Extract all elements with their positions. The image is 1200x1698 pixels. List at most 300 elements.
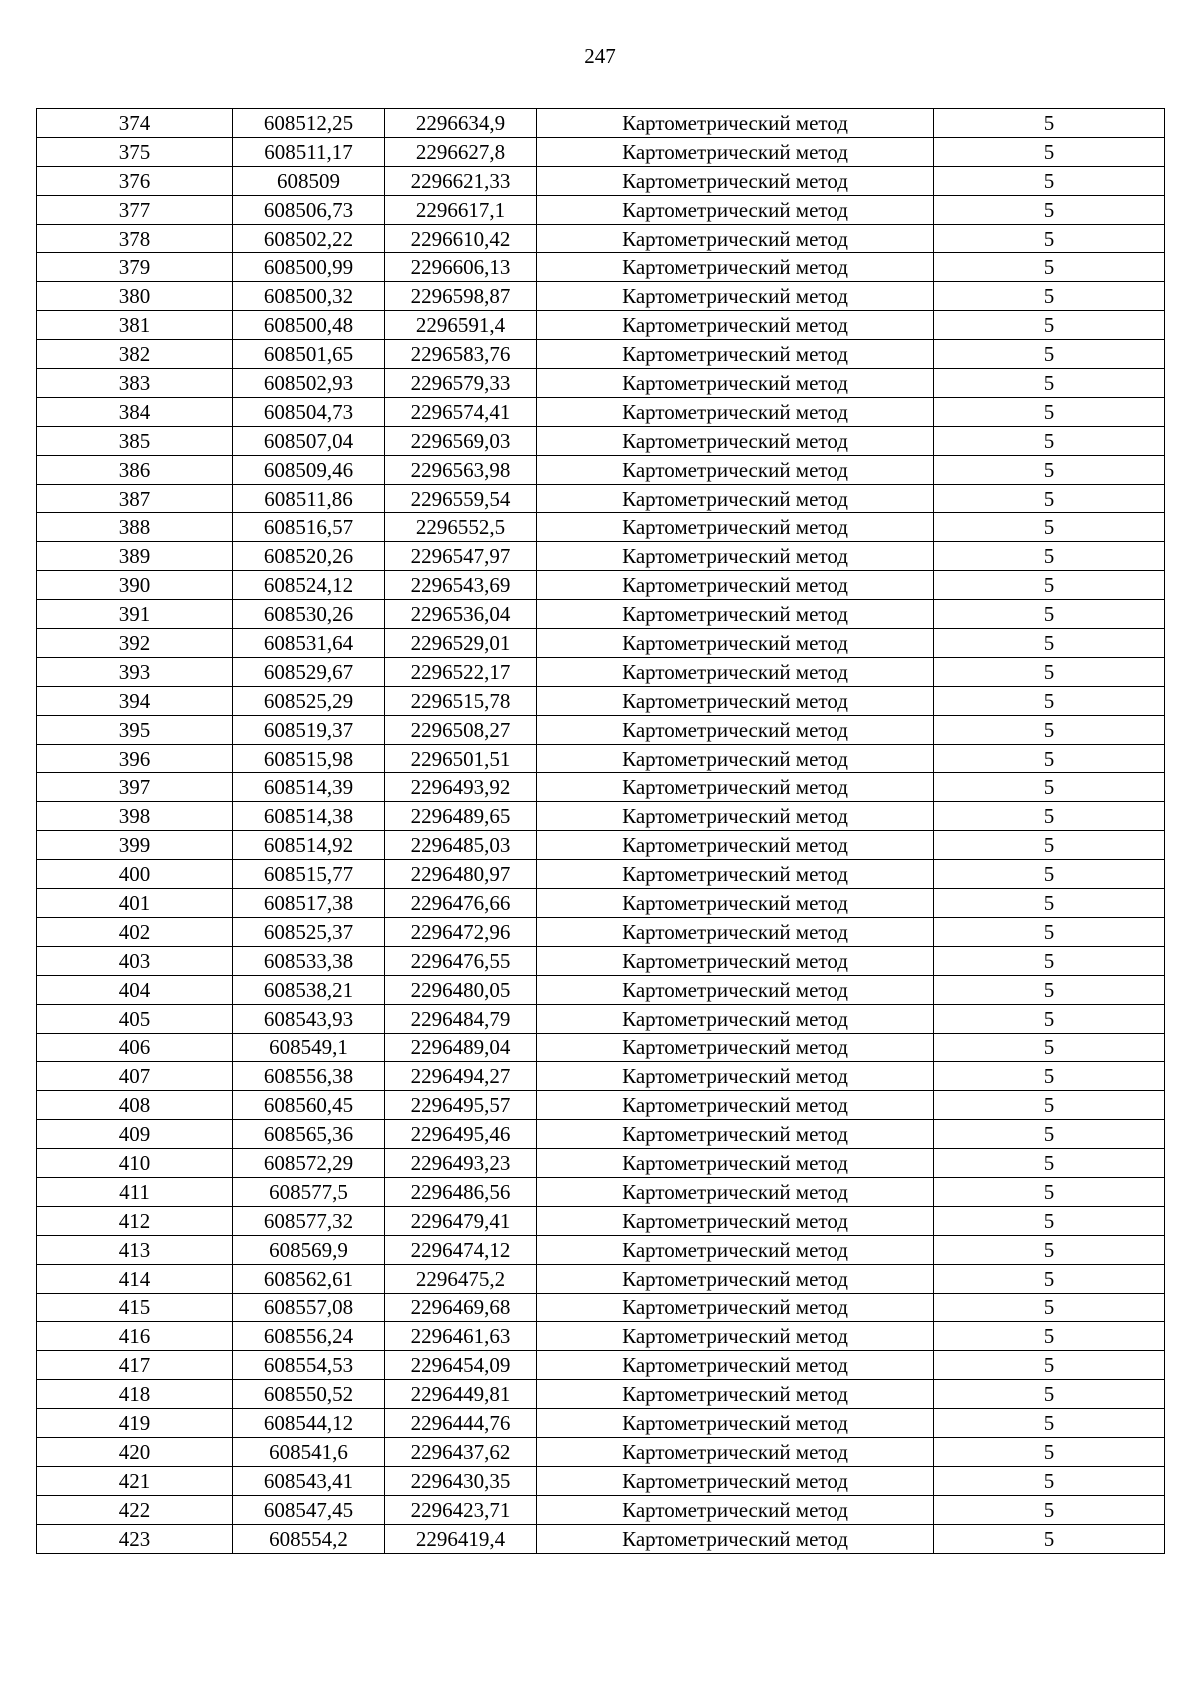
x-coordinate-cell: 608519,37 — [233, 715, 385, 744]
table-row — [37, 1264, 1165, 1293]
table-row — [37, 1120, 1165, 1149]
point-number-cell: 401 — [37, 889, 233, 918]
method-cell: Картометрический метод — [537, 860, 934, 889]
accuracy-cell: 5 — [934, 917, 1165, 946]
table-row — [37, 889, 1165, 918]
method-cell: Картометрический метод — [537, 1409, 934, 1438]
table-row — [37, 744, 1165, 773]
x-coordinate-cell: 608500,99 — [233, 253, 385, 282]
y-coordinate-cell: 2296621,33 — [385, 166, 537, 195]
x-coordinate-cell: 608509,46 — [233, 455, 385, 484]
y-coordinate-cell: 2296430,35 — [385, 1466, 537, 1495]
y-coordinate-cell: 2296494,27 — [385, 1062, 537, 1091]
accuracy-cell: 5 — [934, 1120, 1165, 1149]
accuracy-cell: 5 — [934, 542, 1165, 571]
accuracy-cell: 5 — [934, 1264, 1165, 1293]
method-cell: Картометрический метод — [537, 1033, 934, 1062]
y-coordinate-cell: 2296479,41 — [385, 1206, 537, 1235]
point-number-cell: 399 — [37, 831, 233, 860]
page-number: 247 — [584, 44, 616, 68]
method-cell: Картометрический метод — [537, 311, 934, 340]
y-coordinate-cell: 2296627,8 — [385, 137, 537, 166]
y-coordinate-cell: 2296543,69 — [385, 571, 537, 600]
method-cell: Картометрический метод — [537, 1235, 934, 1264]
y-coordinate-cell: 2296495,46 — [385, 1120, 537, 1149]
point-number-cell: 378 — [37, 224, 233, 253]
y-coordinate-cell: 2296489,65 — [385, 802, 537, 831]
method-cell: Картометрический метод — [537, 773, 934, 802]
y-coordinate-cell: 2296495,57 — [385, 1091, 537, 1120]
point-number-cell: 385 — [37, 426, 233, 455]
point-number-cell: 416 — [37, 1322, 233, 1351]
point-number-cell: 402 — [37, 917, 233, 946]
point-number-cell: 408 — [37, 1091, 233, 1120]
table-row — [37, 629, 1165, 658]
point-number-cell: 421 — [37, 1466, 233, 1495]
accuracy-cell: 5 — [934, 889, 1165, 918]
table-row — [37, 513, 1165, 542]
point-number-cell: 394 — [37, 686, 233, 715]
table-row — [37, 1293, 1165, 1322]
y-coordinate-cell: 2296476,66 — [385, 889, 537, 918]
method-cell: Картометрический метод — [537, 629, 934, 658]
point-number-cell: 397 — [37, 773, 233, 802]
accuracy-cell: 5 — [934, 369, 1165, 398]
method-cell: Картометрический метод — [537, 600, 934, 629]
point-number-cell: 418 — [37, 1380, 233, 1409]
method-cell: Картометрический метод — [537, 137, 934, 166]
y-coordinate-cell: 2296476,55 — [385, 946, 537, 975]
method-cell: Картометрический метод — [537, 1177, 934, 1206]
method-cell: Картометрический метод — [537, 946, 934, 975]
table-row — [37, 1177, 1165, 1206]
table-row — [37, 1351, 1165, 1380]
x-coordinate-cell: 608502,22 — [233, 224, 385, 253]
method-cell: Картометрический метод — [537, 224, 934, 253]
accuracy-cell: 5 — [934, 715, 1165, 744]
x-coordinate-cell: 608529,67 — [233, 657, 385, 686]
point-number-cell: 422 — [37, 1495, 233, 1524]
point-number-cell: 395 — [37, 715, 233, 744]
y-coordinate-cell: 2296493,92 — [385, 773, 537, 802]
accuracy-cell: 5 — [934, 1235, 1165, 1264]
point-number-cell: 400 — [37, 860, 233, 889]
method-cell: Картометрический метод — [537, 686, 934, 715]
method-cell: Картометрический метод — [537, 1322, 934, 1351]
accuracy-cell: 5 — [934, 109, 1165, 138]
x-coordinate-cell: 608530,26 — [233, 600, 385, 629]
accuracy-cell: 5 — [934, 224, 1165, 253]
point-number-cell: 403 — [37, 946, 233, 975]
accuracy-cell: 5 — [934, 1380, 1165, 1409]
accuracy-cell: 5 — [934, 340, 1165, 369]
x-coordinate-cell: 608511,86 — [233, 484, 385, 513]
y-coordinate-cell: 2296449,81 — [385, 1380, 537, 1409]
y-coordinate-cell: 2296598,87 — [385, 282, 537, 311]
y-coordinate-cell: 2296444,76 — [385, 1409, 537, 1438]
x-coordinate-cell: 608562,61 — [233, 1264, 385, 1293]
x-coordinate-cell: 608509 — [233, 166, 385, 195]
coordinates-table — [36, 108, 1165, 1554]
x-coordinate-cell: 608516,57 — [233, 513, 385, 542]
x-coordinate-cell: 608514,92 — [233, 831, 385, 860]
x-coordinate-cell: 608547,45 — [233, 1495, 385, 1524]
point-number-cell: 381 — [37, 311, 233, 340]
method-cell: Картометрический метод — [537, 1149, 934, 1178]
accuracy-cell: 5 — [934, 1322, 1165, 1351]
x-coordinate-cell: 608572,29 — [233, 1149, 385, 1178]
table-row — [37, 571, 1165, 600]
accuracy-cell: 5 — [934, 1149, 1165, 1178]
point-number-cell: 386 — [37, 455, 233, 484]
y-coordinate-cell: 2296461,63 — [385, 1322, 537, 1351]
accuracy-cell: 5 — [934, 1351, 1165, 1380]
y-coordinate-cell: 2296469,68 — [385, 1293, 537, 1322]
table-row — [37, 860, 1165, 889]
accuracy-cell: 5 — [934, 600, 1165, 629]
point-number-cell: 423 — [37, 1524, 233, 1553]
accuracy-cell: 5 — [934, 1206, 1165, 1235]
x-coordinate-cell: 608514,38 — [233, 802, 385, 831]
x-coordinate-cell: 608557,08 — [233, 1293, 385, 1322]
table-row — [37, 1495, 1165, 1524]
x-coordinate-cell: 608541,6 — [233, 1437, 385, 1466]
accuracy-cell: 5 — [934, 1062, 1165, 1091]
y-coordinate-cell: 2296579,33 — [385, 369, 537, 398]
table-row — [37, 224, 1165, 253]
accuracy-cell: 5 — [934, 311, 1165, 340]
x-coordinate-cell: 608500,48 — [233, 311, 385, 340]
accuracy-cell: 5 — [934, 1033, 1165, 1062]
x-coordinate-cell: 608556,38 — [233, 1062, 385, 1091]
y-coordinate-cell: 2296437,62 — [385, 1437, 537, 1466]
accuracy-cell: 5 — [934, 860, 1165, 889]
y-coordinate-cell: 2296475,2 — [385, 1264, 537, 1293]
point-number-cell: 383 — [37, 369, 233, 398]
accuracy-cell: 5 — [934, 195, 1165, 224]
point-number-cell: 419 — [37, 1409, 233, 1438]
method-cell: Картометрический метод — [537, 1495, 934, 1524]
y-coordinate-cell: 2296559,54 — [385, 484, 537, 513]
method-cell: Картометрический метод — [537, 1524, 934, 1553]
coordinates-table-body — [37, 109, 1165, 1554]
y-coordinate-cell: 2296489,04 — [385, 1033, 537, 1062]
accuracy-cell: 5 — [934, 166, 1165, 195]
x-coordinate-cell: 608538,21 — [233, 975, 385, 1004]
point-number-cell: 376 — [37, 166, 233, 195]
x-coordinate-cell: 608500,32 — [233, 282, 385, 311]
table-row — [37, 1322, 1165, 1351]
point-number-cell: 396 — [37, 744, 233, 773]
x-coordinate-cell: 608525,29 — [233, 686, 385, 715]
x-coordinate-cell: 608504,73 — [233, 397, 385, 426]
method-cell: Картометрический метод — [537, 513, 934, 542]
y-coordinate-cell: 2296480,97 — [385, 860, 537, 889]
table-row — [37, 311, 1165, 340]
point-number-cell: 374 — [37, 109, 233, 138]
x-coordinate-cell: 608524,12 — [233, 571, 385, 600]
table-row — [37, 484, 1165, 513]
y-coordinate-cell: 2296501,51 — [385, 744, 537, 773]
y-coordinate-cell: 2296547,97 — [385, 542, 537, 571]
method-cell: Картометрический метод — [537, 1120, 934, 1149]
x-coordinate-cell: 608520,26 — [233, 542, 385, 571]
x-coordinate-cell: 608554,2 — [233, 1524, 385, 1553]
method-cell: Картометрический метод — [537, 1004, 934, 1033]
table-row — [37, 1437, 1165, 1466]
accuracy-cell: 5 — [934, 397, 1165, 426]
method-cell: Картометрический метод — [537, 426, 934, 455]
method-cell: Картометрический метод — [537, 715, 934, 744]
accuracy-cell: 5 — [934, 946, 1165, 975]
method-cell: Картометрический метод — [537, 397, 934, 426]
table-row — [37, 1206, 1165, 1235]
table-row — [37, 1235, 1165, 1264]
table-row — [37, 1149, 1165, 1178]
table-row — [37, 253, 1165, 282]
table-row — [37, 1062, 1165, 1091]
y-coordinate-cell: 2296454,09 — [385, 1351, 537, 1380]
y-coordinate-cell: 2296529,01 — [385, 629, 537, 658]
accuracy-cell: 5 — [934, 1524, 1165, 1553]
point-number-cell: 406 — [37, 1033, 233, 1062]
y-coordinate-cell: 2296486,56 — [385, 1177, 537, 1206]
accuracy-cell: 5 — [934, 484, 1165, 513]
point-number-cell: 417 — [37, 1351, 233, 1380]
x-coordinate-cell: 608556,24 — [233, 1322, 385, 1351]
accuracy-cell: 5 — [934, 426, 1165, 455]
table-row — [37, 195, 1165, 224]
point-number-cell: 415 — [37, 1293, 233, 1322]
method-cell: Картометрический метод — [537, 166, 934, 195]
accuracy-cell: 5 — [934, 1466, 1165, 1495]
point-number-cell: 384 — [37, 397, 233, 426]
method-cell: Картометрический метод — [537, 109, 934, 138]
accuracy-cell: 5 — [934, 1495, 1165, 1524]
method-cell: Картометрический метод — [537, 802, 934, 831]
method-cell: Картометрический метод — [537, 917, 934, 946]
method-cell: Картометрический метод — [537, 542, 934, 571]
point-number-cell: 392 — [37, 629, 233, 658]
method-cell: Картометрический метод — [537, 571, 934, 600]
table-row — [37, 340, 1165, 369]
y-coordinate-cell: 2296569,03 — [385, 426, 537, 455]
table-row — [37, 975, 1165, 1004]
accuracy-cell: 5 — [934, 802, 1165, 831]
y-coordinate-cell: 2296423,71 — [385, 1495, 537, 1524]
x-coordinate-cell: 608569,9 — [233, 1235, 385, 1264]
method-cell: Картометрический метод — [537, 657, 934, 686]
accuracy-cell: 5 — [934, 1437, 1165, 1466]
y-coordinate-cell: 2296574,41 — [385, 397, 537, 426]
point-number-cell: 390 — [37, 571, 233, 600]
y-coordinate-cell: 2296583,76 — [385, 340, 537, 369]
accuracy-cell: 5 — [934, 1293, 1165, 1322]
method-cell: Картометрический метод — [537, 282, 934, 311]
x-coordinate-cell: 608544,12 — [233, 1409, 385, 1438]
table-row — [37, 109, 1165, 138]
y-coordinate-cell: 2296472,96 — [385, 917, 537, 946]
point-number-cell: 388 — [37, 513, 233, 542]
accuracy-cell: 5 — [934, 831, 1165, 860]
y-coordinate-cell: 2296610,42 — [385, 224, 537, 253]
method-cell: Картометрический метод — [537, 195, 934, 224]
accuracy-cell: 5 — [934, 513, 1165, 542]
table-row — [37, 455, 1165, 484]
y-coordinate-cell: 2296617,1 — [385, 195, 537, 224]
point-number-cell: 387 — [37, 484, 233, 513]
x-coordinate-cell: 608517,38 — [233, 889, 385, 918]
table-row — [37, 600, 1165, 629]
table-row — [37, 831, 1165, 860]
accuracy-cell: 5 — [934, 629, 1165, 658]
x-coordinate-cell: 608506,73 — [233, 195, 385, 224]
point-number-cell: 375 — [37, 137, 233, 166]
point-number-cell: 377 — [37, 195, 233, 224]
method-cell: Картометрический метод — [537, 1466, 934, 1495]
point-number-cell: 382 — [37, 340, 233, 369]
table-row — [37, 1380, 1165, 1409]
method-cell: Картометрический метод — [537, 253, 934, 282]
y-coordinate-cell: 2296522,17 — [385, 657, 537, 686]
point-number-cell: 410 — [37, 1149, 233, 1178]
accuracy-cell: 5 — [934, 571, 1165, 600]
table-row — [37, 369, 1165, 398]
method-cell: Картометрический метод — [537, 1351, 934, 1380]
accuracy-cell: 5 — [934, 1004, 1165, 1033]
y-coordinate-cell: 2296563,98 — [385, 455, 537, 484]
method-cell: Картометрический метод — [537, 889, 934, 918]
x-coordinate-cell: 608531,64 — [233, 629, 385, 658]
method-cell: Картометрический метод — [537, 1293, 934, 1322]
y-coordinate-cell: 2296536,04 — [385, 600, 537, 629]
x-coordinate-cell: 608512,25 — [233, 109, 385, 138]
point-number-cell: 412 — [37, 1206, 233, 1235]
y-coordinate-cell: 2296485,03 — [385, 831, 537, 860]
y-coordinate-cell: 2296493,23 — [385, 1149, 537, 1178]
table-row — [37, 542, 1165, 571]
table-row — [37, 1004, 1165, 1033]
table-row — [37, 715, 1165, 744]
x-coordinate-cell: 608514,39 — [233, 773, 385, 802]
method-cell: Картометрический метод — [537, 831, 934, 860]
accuracy-cell: 5 — [934, 975, 1165, 1004]
table-row — [37, 397, 1165, 426]
method-cell: Картометрический метод — [537, 1091, 934, 1120]
point-number-cell: 413 — [37, 1235, 233, 1264]
x-coordinate-cell: 608560,45 — [233, 1091, 385, 1120]
x-coordinate-cell: 608501,65 — [233, 340, 385, 369]
y-coordinate-cell: 2296552,5 — [385, 513, 537, 542]
accuracy-cell: 5 — [934, 686, 1165, 715]
table-row — [37, 426, 1165, 455]
x-coordinate-cell: 608502,93 — [233, 369, 385, 398]
table-row — [37, 1091, 1165, 1120]
accuracy-cell: 5 — [934, 282, 1165, 311]
x-coordinate-cell: 608549,1 — [233, 1033, 385, 1062]
table-row — [37, 282, 1165, 311]
y-coordinate-cell: 2296480,05 — [385, 975, 537, 1004]
accuracy-cell: 5 — [934, 744, 1165, 773]
x-coordinate-cell: 608554,53 — [233, 1351, 385, 1380]
table-row — [37, 1409, 1165, 1438]
method-cell: Картометрический метод — [537, 1380, 934, 1409]
point-number-cell: 393 — [37, 657, 233, 686]
x-coordinate-cell: 608533,38 — [233, 946, 385, 975]
method-cell: Картометрический метод — [537, 1437, 934, 1466]
x-coordinate-cell: 608543,93 — [233, 1004, 385, 1033]
method-cell: Картометрический метод — [537, 484, 934, 513]
point-number-cell: 407 — [37, 1062, 233, 1091]
method-cell: Картометрический метод — [537, 1206, 934, 1235]
method-cell: Картометрический метод — [537, 1264, 934, 1293]
y-coordinate-cell: 2296484,79 — [385, 1004, 537, 1033]
method-cell: Картометрический метод — [537, 455, 934, 484]
point-number-cell: 411 — [37, 1177, 233, 1206]
method-cell: Картометрический метод — [537, 340, 934, 369]
y-coordinate-cell: 2296419,4 — [385, 1524, 537, 1553]
accuracy-cell: 5 — [934, 455, 1165, 484]
table-row — [37, 917, 1165, 946]
accuracy-cell: 5 — [934, 137, 1165, 166]
table-row — [37, 686, 1165, 715]
table-row — [37, 1033, 1165, 1062]
y-coordinate-cell: 2296508,27 — [385, 715, 537, 744]
x-coordinate-cell: 608525,37 — [233, 917, 385, 946]
method-cell: Картометрический метод — [537, 744, 934, 773]
table-row — [37, 166, 1165, 195]
x-coordinate-cell: 608577,32 — [233, 1206, 385, 1235]
x-coordinate-cell: 608550,52 — [233, 1380, 385, 1409]
table-row — [37, 773, 1165, 802]
table-row — [37, 1524, 1165, 1553]
method-cell: Картометрический метод — [537, 369, 934, 398]
point-number-cell: 405 — [37, 1004, 233, 1033]
y-coordinate-cell: 2296474,12 — [385, 1235, 537, 1264]
x-coordinate-cell: 608515,98 — [233, 744, 385, 773]
y-coordinate-cell: 2296591,4 — [385, 311, 537, 340]
x-coordinate-cell: 608515,77 — [233, 860, 385, 889]
method-cell: Картометрический метод — [537, 975, 934, 1004]
accuracy-cell: 5 — [934, 1409, 1165, 1438]
point-number-cell: 389 — [37, 542, 233, 571]
point-number-cell: 420 — [37, 1437, 233, 1466]
table-row — [37, 802, 1165, 831]
table-row — [37, 657, 1165, 686]
accuracy-cell: 5 — [934, 657, 1165, 686]
point-number-cell: 414 — [37, 1264, 233, 1293]
x-coordinate-cell: 608543,41 — [233, 1466, 385, 1495]
x-coordinate-cell: 608565,36 — [233, 1120, 385, 1149]
accuracy-cell: 5 — [934, 773, 1165, 802]
y-coordinate-cell: 2296606,13 — [385, 253, 537, 282]
point-number-cell: 404 — [37, 975, 233, 1004]
x-coordinate-cell: 608577,5 — [233, 1177, 385, 1206]
point-number-cell: 379 — [37, 253, 233, 282]
accuracy-cell: 5 — [934, 1091, 1165, 1120]
x-coordinate-cell: 608507,04 — [233, 426, 385, 455]
point-number-cell: 398 — [37, 802, 233, 831]
table-row — [37, 137, 1165, 166]
table-row — [37, 1466, 1165, 1495]
y-coordinate-cell: 2296634,9 — [385, 109, 537, 138]
y-coordinate-cell: 2296515,78 — [385, 686, 537, 715]
point-number-cell: 380 — [37, 282, 233, 311]
accuracy-cell: 5 — [934, 253, 1165, 282]
point-number-cell: 391 — [37, 600, 233, 629]
method-cell: Картометрический метод — [537, 1062, 934, 1091]
accuracy-cell: 5 — [934, 1177, 1165, 1206]
